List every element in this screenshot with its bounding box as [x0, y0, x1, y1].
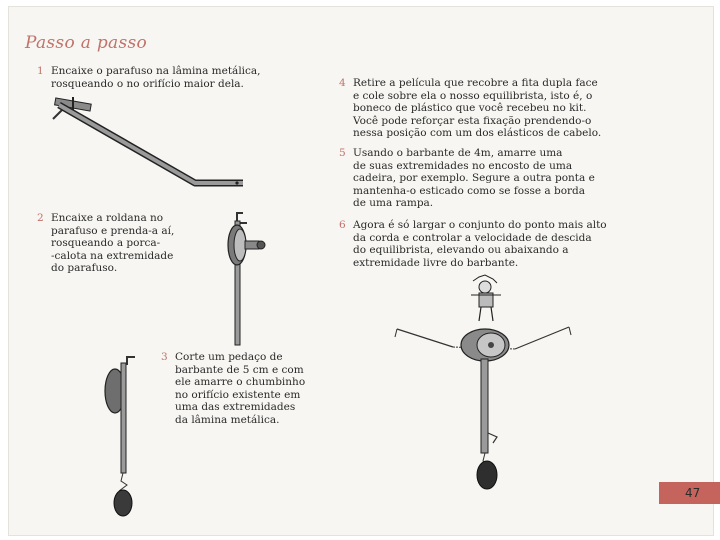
step-number: 5 — [339, 147, 346, 159]
metal-plate-illustration — [45, 91, 255, 211]
step-5 — [339, 147, 615, 210]
step-4 — [339, 77, 615, 140]
step-number: 2 — [37, 212, 44, 224]
step-3 — [161, 351, 317, 427]
pulley-illustration — [207, 207, 277, 347]
step-text: Retire a película que recobre a fita dupla face e cole sobre ela o nosso equilibrista, isto é, o boneco de plástico que você recebeu no kit. Você pode reforçar esta fixação prendendo-o nessa posição com um dos elásticos de cabelo. — [353, 77, 602, 140]
step-2 — [37, 212, 181, 275]
book-page — [8, 6, 714, 536]
step-number: 1 — [37, 65, 44, 77]
step-1 — [37, 65, 313, 90]
step-number: 3 — [161, 351, 168, 363]
step-text: Encaixe o parafuso na lâmina metálica, rosqueando o no orifício maior dela. — [51, 65, 261, 90]
step-text: Corte um pedaço de barbante de 5 cm e com ele amarre o chumbinho no orifício existente em uma das extremidades da lâmina metálica. — [175, 351, 306, 426]
weight-illustration — [97, 351, 157, 521]
step-6 — [339, 219, 615, 269]
step-number: 4 — [339, 77, 346, 89]
step-text: Agora é só largar o conjunto do ponto mais alto da corda e controlar a velocidade de descida do equilibrista, elevando ou abaixando a extremidade livre do barbante. — [353, 219, 607, 269]
step-number: 6 — [339, 219, 346, 231]
tightrope-walker-illustration — [393, 273, 583, 493]
page-title: Passo a passo — [25, 33, 148, 53]
page-number: 47 — [685, 486, 701, 500]
step-text: Usando o barbante de 4m, amarre uma de suas extremidades no encosto de uma cadeira, por exemplo. Segure a outra ponta e mantenha-o esticado como se fosse a borda de uma rampa. — [353, 147, 595, 210]
step-text: Encaixe a roldana no parafuso e prenda-a aí, rosqueando a porca- -calota na extremidade do parafuso. — [51, 212, 175, 275]
